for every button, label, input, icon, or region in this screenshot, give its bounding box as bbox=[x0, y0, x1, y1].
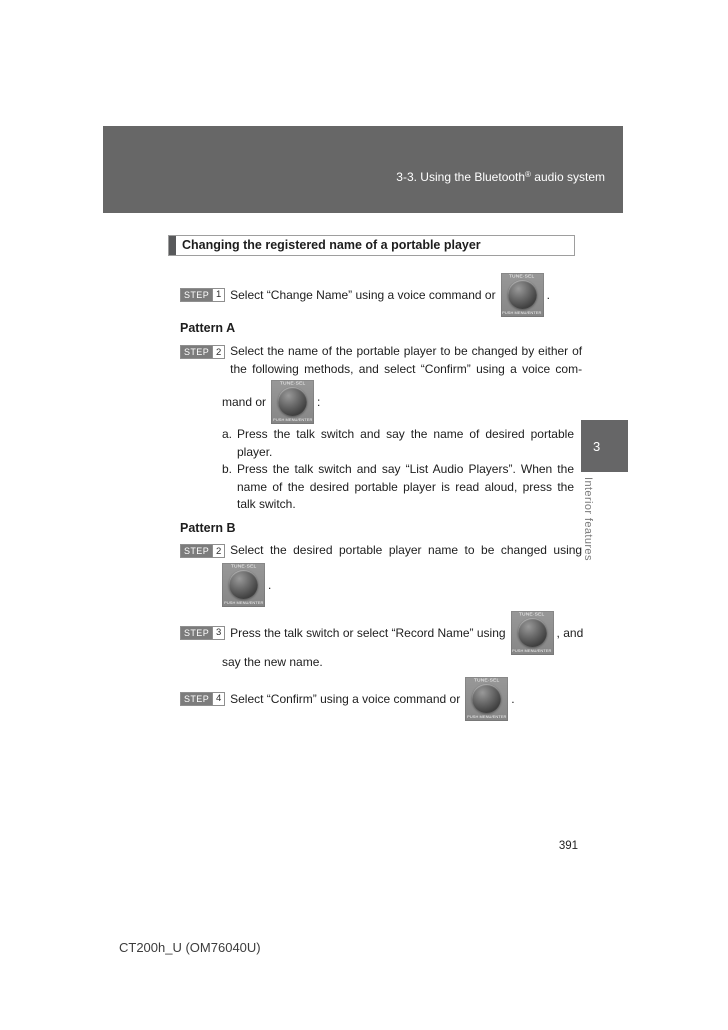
knob-dial bbox=[508, 280, 537, 309]
tune-sel-knob-illustration bbox=[222, 563, 265, 607]
knob-bottom-label: PUSH MENU/ENTER bbox=[223, 600, 264, 605]
section-title: Changing the registered name of a portable player bbox=[182, 238, 481, 252]
knob-top-label: TUNE·SEL bbox=[279, 380, 306, 386]
header-title-main: 3-3. Using the Bluetooth bbox=[396, 170, 526, 184]
knob-top-label: TUNE·SEL bbox=[473, 677, 500, 683]
registered-trademark-symbol: ® bbox=[525, 170, 531, 179]
knob-dial bbox=[518, 618, 547, 647]
step3-row bbox=[180, 610, 583, 655]
pattern-a-step2-text bbox=[230, 343, 582, 378]
document-code: CT200h_U (OM76040U) bbox=[119, 940, 261, 955]
pattern-a-step2-row bbox=[180, 343, 582, 378]
step3-after-knob: , and bbox=[556, 625, 584, 640]
knob-top-label: TUNE·SEL bbox=[519, 611, 545, 617]
step-badge bbox=[180, 626, 225, 640]
knob-dial bbox=[278, 387, 307, 416]
list-item-a bbox=[222, 426, 574, 461]
header-title-tail: audio system bbox=[530, 170, 605, 184]
chapter-tab bbox=[581, 420, 628, 472]
tune-sel-knob-illustration bbox=[465, 677, 508, 721]
text-line: the following methods, and select “Confirm” using a voice com- bbox=[230, 361, 583, 376]
step4-after-knob: . bbox=[511, 691, 515, 706]
step-badge bbox=[180, 544, 225, 558]
text-line: Press the talk switch and say “List Audio Players”. When the bbox=[237, 462, 574, 476]
pattern-b-step2-text bbox=[230, 542, 582, 560]
step3-text: Press the talk switch or select “Record Name” using bbox=[230, 625, 506, 640]
step-badge-number: 2 bbox=[212, 544, 225, 558]
header-bar bbox=[103, 126, 623, 213]
step-badge-word: STEP bbox=[180, 345, 212, 359]
text-line: player. bbox=[237, 444, 273, 459]
knob-bottom-label: PUSH MENU/ENTER bbox=[502, 310, 542, 315]
chapter-number: 3 bbox=[593, 438, 601, 454]
step-badge-number: 2 bbox=[212, 345, 225, 359]
text-line: name of the desired portable player is read aloud, press the bbox=[237, 479, 574, 494]
pattern-b-step2-row bbox=[180, 542, 582, 560]
step-badge-number: 3 bbox=[212, 626, 225, 640]
knob-top-label: TUNE·SEL bbox=[509, 273, 535, 279]
step4-row bbox=[180, 676, 515, 721]
header-section-title bbox=[396, 170, 605, 184]
step1-after-knob: . bbox=[546, 287, 550, 302]
knob-bottom-label: PUSH MENU/ENTER bbox=[467, 714, 507, 719]
step4-text: Select “Confirm” using a voice command or bbox=[230, 691, 461, 706]
text-line: Press the talk switch and say the name of desired portable bbox=[237, 427, 574, 441]
chapter-label-vertical: Interior features bbox=[582, 477, 594, 561]
step-badge-word: STEP bbox=[180, 288, 212, 302]
knob-dial bbox=[472, 684, 501, 713]
section-title-box bbox=[168, 235, 575, 256]
knob-dial bbox=[229, 570, 258, 599]
tune-sel-knob-illustration bbox=[271, 380, 314, 424]
text-line: Select the name of the portable player to be changed by either of bbox=[230, 344, 583, 358]
knob-bottom-label: PUSH MENU/ENTER bbox=[512, 648, 552, 653]
step-badge-word: STEP bbox=[180, 544, 212, 558]
section-title-accent-bar bbox=[169, 236, 176, 255]
step-badge-number: 1 bbox=[212, 288, 225, 302]
step1-row bbox=[180, 272, 550, 317]
list-item-b bbox=[222, 461, 574, 514]
continuation-prefix: mand or bbox=[222, 394, 267, 409]
step1-text: Select “Change Name” using a voice command or bbox=[230, 287, 496, 302]
tune-sel-knob-illustration bbox=[501, 273, 544, 317]
text-line: talk switch. bbox=[237, 497, 296, 511]
list-marker: a. bbox=[222, 427, 233, 441]
knob-top-label: TUNE·SEL bbox=[230, 563, 257, 569]
page-number: 391 bbox=[558, 840, 578, 852]
pattern-b-heading: Pattern B bbox=[180, 521, 236, 535]
step3-line2: say the new name. bbox=[222, 655, 323, 669]
pattern-b-step2-knob-row bbox=[222, 562, 271, 607]
step-badge bbox=[180, 345, 225, 359]
tune-sel-knob-illustration bbox=[511, 611, 554, 655]
after-knob-text: . bbox=[268, 577, 272, 592]
step-badge bbox=[180, 288, 225, 302]
step-badge bbox=[180, 692, 225, 706]
step-badge-word: STEP bbox=[180, 626, 212, 640]
list-item-text bbox=[237, 426, 574, 461]
text-line: Select the desired portable player name to be changed using bbox=[230, 543, 583, 557]
step-badge-number: 4 bbox=[212, 692, 225, 706]
pattern-a-heading: Pattern A bbox=[180, 321, 236, 335]
knob-bottom-label: PUSH MENU/ENTER bbox=[272, 417, 313, 422]
pattern-a-step2-continuation bbox=[222, 379, 320, 424]
step-badge-word: STEP bbox=[180, 692, 212, 706]
continuation-suffix: : bbox=[317, 394, 321, 409]
list-item-text bbox=[237, 461, 574, 514]
list-marker: b. bbox=[222, 462, 233, 476]
